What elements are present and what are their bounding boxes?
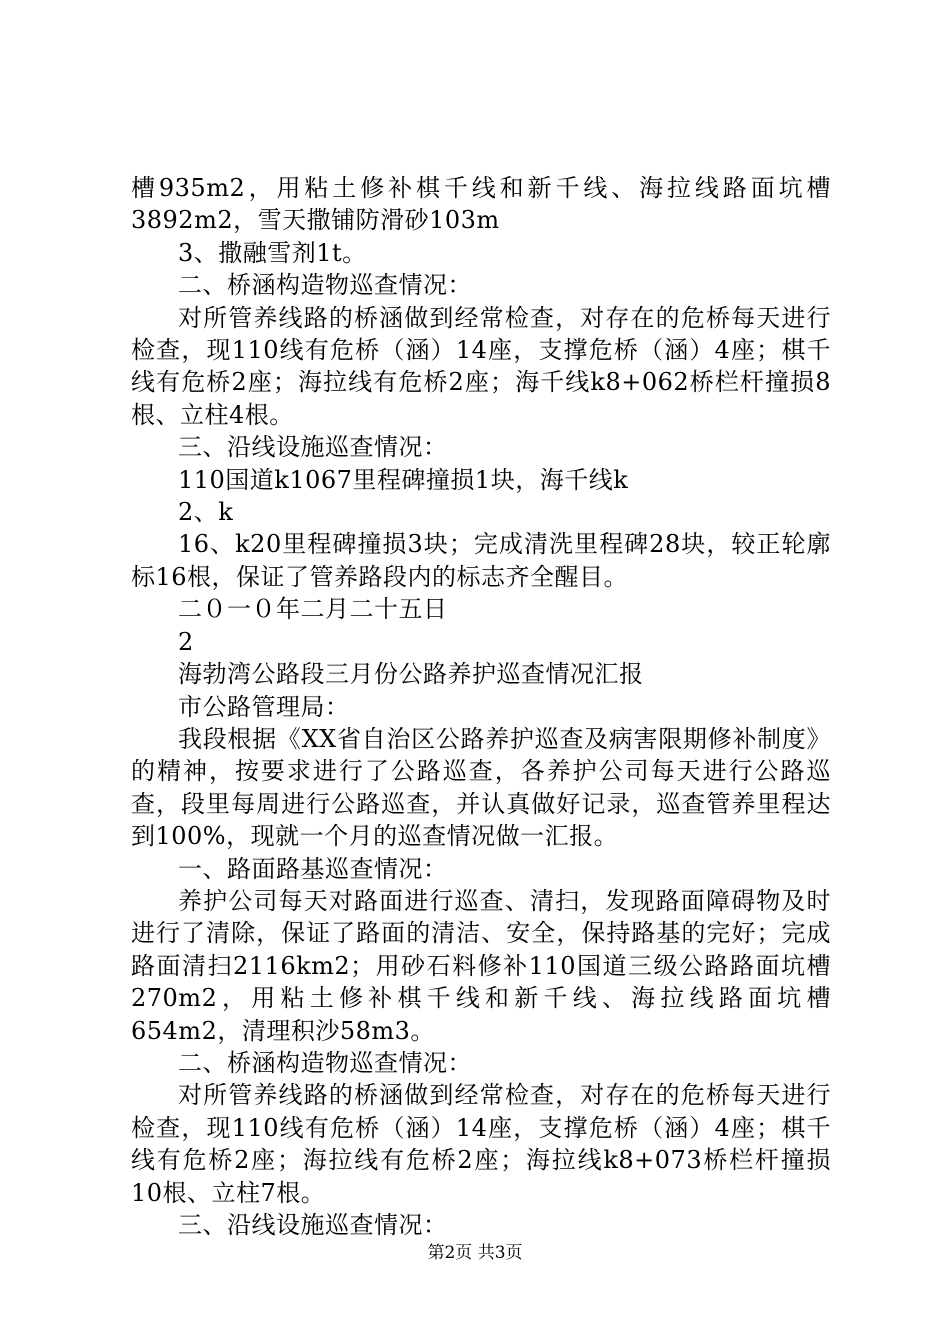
paragraph: 一、路面路基巡查情况： [178,854,448,883]
paragraph: 110国道k1067里程碑撞损1块，海千线k [178,465,629,494]
paragraph: 对所管养线路的桥涵做到经常检查，对存在的危桥每天进行检查，现110线有危桥（涵）14座，支撑危桥（涵）4座；棋千线有危桥2座；海拉线有危桥2座；海千线k8+062桥栏杆撞损8根、立柱4根。 [131,303,831,429]
paragraph: 海勃湾公路段三月份公路养护巡查情况汇报 [178,660,644,689]
paragraph: 对所管养线路的桥涵做到经常检查，对存在的危桥每天进行检查，现110线有危桥（涵）14座，支撑危桥（涵）4座；棋千线有危桥2座；海拉线有危桥2座；海拉线k8+073桥栏杆撞损10根、立柱7根。 [131,1081,831,1207]
paragraph: 2、k [178,498,234,527]
paragraph: 养护公司每天对路面进行巡查、清扫，发现路面障碍物及时进行了清除，保证了路面的清洁、安全，保持路基的完好；完成路面清扫2116km2；用砂石料修补110国道三级公路路面坑槽270m2，用粘土修补棋千线和新千线、海拉线路面坑槽654m2，清理积沙58m3。 [131,886,831,1045]
paragraph: 3、撒融雪剂1t。 [178,238,367,267]
paragraph: 二０一０年二月二十五日 [178,595,448,624]
paragraph: 16、k20里程碑撞损3块；完成清洗里程碑28块，较正轮廓标16根，保证了管养路段内的标志齐全醒目。 [131,530,831,591]
paragraph: 我段根据《XX省自治区公路养护巡查及病害限期修补制度》的精神，按要求进行了公路巡查，各养护公司每天进行公路巡查，段里每周进行公路巡查，并认真做好记录，巡查管养里程达到100%，现就一个月的巡查情况做一汇报。 [131,724,831,851]
paragraph: 三、沿线设施巡查情况： [178,433,448,462]
paragraph: 二、桥涵构造物巡查情况： [178,1048,472,1077]
paragraph: 2 [178,627,194,656]
paragraph: 三、沿线设施巡查情况： [178,1211,448,1239]
document-body [131,172,831,1241]
page-footer: 第2页 共3页 [427,1243,523,1263]
paragraph: 二、桥涵构造物巡查情况： [178,271,472,300]
paragraph: 槽935m2，用粘土修补棋千线和新千线、海拉线路面坑槽3892m2，雪天撒铺防滑砂103m [131,174,831,235]
paragraph: 市公路管理局： [178,692,350,721]
